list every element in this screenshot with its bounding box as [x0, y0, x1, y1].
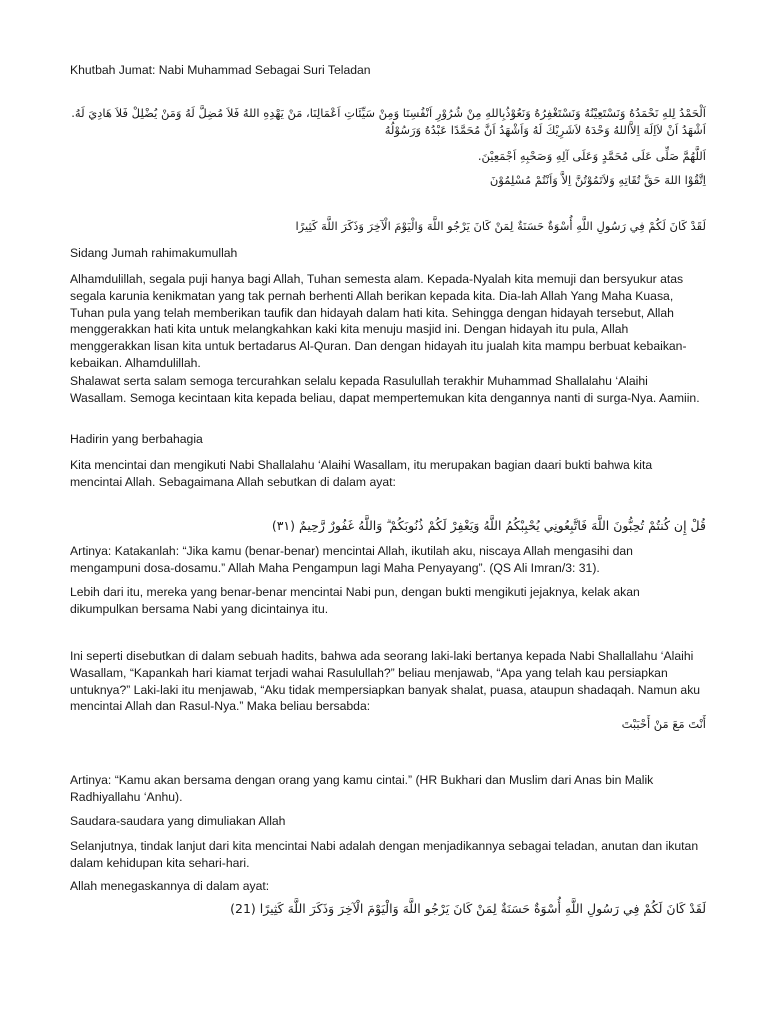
arabic-taqwa: اِتَّقُوْا اللهَ حَقَّ تُقَاتِهِ وَلاَتَمُوْتُنَّ اِلاَّ وَاَنْتُمْ مُسْلِمُوْنَ	[489, 173, 706, 187]
greeting-hadirin: Hadirin yang berbahagia	[70, 432, 203, 446]
paragraph-alhamdulillah: Alhamdulillah, segala puji hanya bagi Allah, Tuhan semesta alam. Kepada-Nyalah kita memuji dan bersyukur atas segala karunia kenikmatan yang tak pernah berhenti Allah berikan kepada kita. Dia-lah Allah Yang Maha Kuasa, Tuhan pula yang telah memberikan taufik dan hidayah dalam hati kita. Sehingga dengan hidayah tersebut, Allah menggerakkan hati kita untuk melangkahkan kaki kita menuju masjid ini. Dengan hidayah itu pula, Allah menggerakkan lisan kita untuk bertadarus Al-Quran. Dan dengan hidayah itu jualah kita mampu berbuat kebaikan-kebaikan. Alhamdulillah.	[70, 272, 687, 370]
paragraph-mencintai-nabi: Kita mencintai dan mengikuti Nabi Shallalahu ‘Alaihi Wasallam, itu merupakan bagian daari bukti bahwa kita mencintai Allah. Sebagaimana Allah sebutkan di dalam ayat:	[70, 458, 653, 489]
document-title: Khutbah Jumat: Nabi Muhammad Sebagai Suri Teladan	[70, 63, 371, 77]
arabic-salawat: اَللَّهُمَّ صَلِّى عَلَى مُحَمَّدٍ وَعَلَى آلِهِ وَصَحْبِهِ اَجْمَعِيْنَ.	[477, 149, 706, 163]
paragraph-hadits: Ini seperti disebutkan di dalam sebuah hadits, bahwa ada seorang laki-laki bertanya kepada Nabi Shallallahu ‘Alaihi Wasallam, “Kapankah hari kiamat terjadi wahai Rasulullah?” beliau menjawab, “Apa yang telah kau persiapkan untuknya?” Laki-laki itu menjawab, “Aku tidak mempersiapkan banyak shalat, puasa, ataupun shadaqah. Namun aku mencintai Allah dan Rasul-Nya.” Maka beliau bersabda:	[70, 649, 701, 714]
paragraph-selanjutnya: Selanjutnya, tindak lanjut dari kita mencintai Nabi adalah dengan menjadikannya sebagai teladan, anutan dan ikutan dalam kehidupan kita sehari-hari.	[70, 839, 699, 870]
greeting-saudara: Saudara-saudara yang dimuliakan Allah	[70, 814, 286, 828]
arabic-verse-intro: لَقَدْ كَانَ لَكُمْ فِي رَسُولِ اللَّهِ أُسْوَةٌ حَسَنَةٌ لِمَنْ كَانَ يَرْجُو اللَّهَ وَالْيَوْمَ الْآخِرَ وَذَكَرَ اللَّهَ كَثِيرًا	[295, 219, 706, 233]
arabic-verse-al-ahzab-21: لَقَدْ كَانَ لَكُمْ فِي رَسُولِ اللَّهِ أُسْوَةٌ حَسَنَةٌ لِمَنْ كَانَ يَرْجُو اللَّهَ وَالْيَوْمَ الْآخِرَ وَذَكَرَ اللَّهَ كَثِيرًا (21)	[230, 901, 706, 916]
arabic-opening-praise: اَلْحَمْدُ لِلهِ نَحْمَدُهُ وَنَسْتَعِيْنُهُ وَنَسْتَغْفِرُهُ وَنَعُوْذُبِاللهِ مِنْ شُرُوْرِ اَنْفُسِنَا وَمِنْ سَيِّئَاتِ اَعْمَالِنَا، مَنْ يَهْدِهِ اللهُ فَلاَ مُضِلَّ لَهُ وَمَنْ يُضْلِلْ فَلاَ هَادِيَ لَهُ. اَشْهَدُ اَنْ لاَاِلَهَ اِلاَّاللهُ وَحْدَهُ لاَشَرِيْكَ لَهُ وَاَشْهَدُ اَنَّ مُحَمَّدًا عَبْدُهُ وَرَسُوْلُهُ	[71, 106, 706, 137]
paragraph-lebih-dari-itu: Lebih dari itu, mereka yang benar-benar mencintai Nabi pun, dengan bukti mengikuti jejaknya, kelak akan dikumpulkan bersama Nabi yang dicintainya itu.	[70, 585, 640, 616]
arabic-hadith: أَنْتَ مَعَ مَنْ أَحْبَبْتَ	[621, 717, 706, 731]
arabic-verse-ali-imran-31: قُلْ إِن كُنتُمْ تُحِبُّونَ اللَّهَ فَاتَّبِعُونِي يُحْبِبْكُمُ اللَّهُ وَيَغْفِرْ لَكُمْ ذُنُوبَكُمْ ۗ وَاللَّهُ غَفُورٌ رَّحِيمٌ (٣١)	[271, 518, 706, 533]
paragraph-allah-menegaskan: Allah menegaskannya di dalam ayat:	[70, 879, 270, 893]
paragraph-shalawat: Shalawat serta salam semoga tercurahkan selalu kepada Rasulullah terakhir Muhammad Shallalahu ‘Alaihi Wasallam. Semoga kecintaan kita kepada beliau, dapat mempertemukan kita dengannya nanti di surga-Nya. Aamiin.	[70, 374, 700, 405]
paragraph-artinya-ali-imran: Artinya: Katakanlah: “Jika kamu (benar-benar) mencintai Allah, ikutilah aku, niscaya Allah mengasihi dan mengampuni dosa-dosamu.” Allah Maha Pengampun lagi Maha Penyayang”. (QS Ali Imran/3: 31).	[70, 544, 633, 575]
greeting-sidang-jumah: Sidang Jumah rahimakumullah	[70, 246, 238, 260]
paragraph-artinya-hadith: Artinya: “Kamu akan bersama dengan orang yang kamu cintai.” (HR Bukhari dan Muslim dari Anas bin Malik Radhiyallahu ‘Anhu).	[70, 773, 654, 804]
